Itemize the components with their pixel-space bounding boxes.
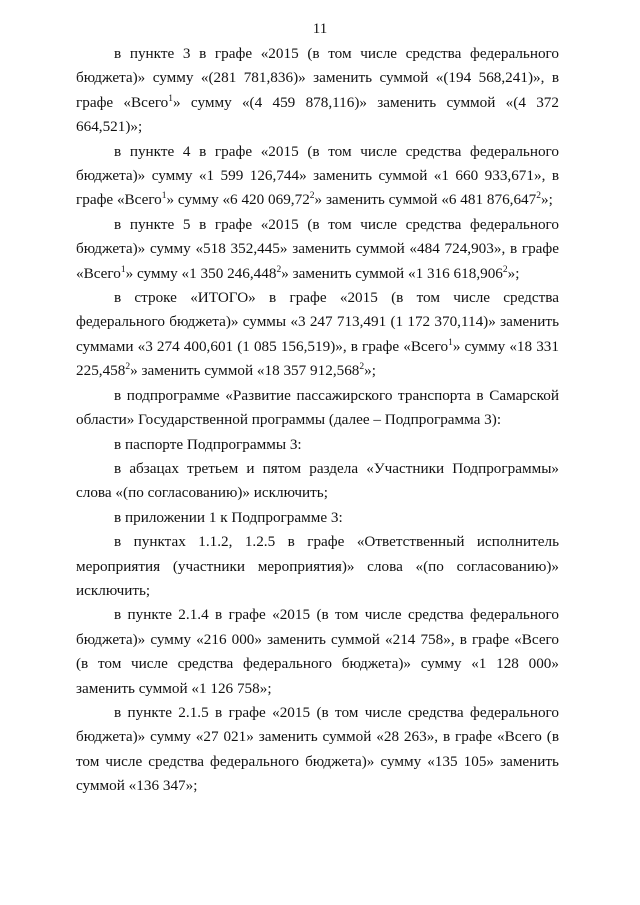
paragraph <box>76 213 559 286</box>
paragraph <box>76 433 559 457</box>
paragraph <box>76 42 559 140</box>
footnote-marker: 1 <box>448 337 453 348</box>
paragraph <box>76 457 559 506</box>
paragraph <box>76 701 559 799</box>
paragraph-text: » заменить суммой «1 316 618,906 <box>281 264 503 282</box>
paragraph-text: в паспорте Подпрограммы 3: <box>114 435 302 453</box>
footnote-marker: 1 <box>161 191 167 202</box>
paragraph-text: »; <box>507 264 520 282</box>
paragraph-text: в пункте 2.1.4 в графе «2015 (в том числе средства федерального бюджета)» сумму «216 000» заменить суммой «214 758», в графе «Всего (в том числе средства федерального бюджета)» сумму «1 128 000» заменить суммой «1 126 758»; <box>76 606 559 697</box>
footnote-marker: 1 <box>120 264 126 275</box>
document-body <box>76 42 559 799</box>
paragraph-text: в приложении 1 к Подпрограмме 3: <box>114 508 343 526</box>
paragraph-text: » сумму «(4 459 878,116)» заменить суммой «(4 372 664,521)»; <box>76 93 559 136</box>
paragraph-text: в подпрограмме «Развитие пассажирского транспорта в Самарской области» Государственной программы (далее – Подпрограмма 3): <box>76 386 559 429</box>
paragraph-text: в пункте 5 в графе «2015 (в том числе средства федерального бюджета)» сумму «518 352,445» заменить суммой «484 724,903», в графе «Всего <box>76 215 559 282</box>
footnote-marker: 1 <box>168 93 174 104</box>
paragraph-text: » заменить суммой «6 481 876,647 <box>314 191 537 209</box>
paragraph-text: в пунктах 1.1.2, 1.2.5 в графе «Ответственный исполнитель мероприятия (участники мероприятия)» слова «(по согласованию)» исключить; <box>76 533 559 599</box>
paragraph-text: в абзацах третьем и пятом раздела «Участники Подпрограммы» слова «(по согласованию)» исключить; <box>76 459 559 502</box>
paragraph <box>76 384 559 433</box>
paragraph-text: в пункте 2.1.5 в графе «2015 (в том числе средства федерального бюджета)» сумму «27 021» заменить суммой «28 263», в графе «Всего (в том числе средства федерального бюджета)» сумму «135 105» заменить суммой «136 347»; <box>76 703 559 795</box>
footnote-marker: 2 <box>359 362 365 373</box>
page-number: 11 <box>312 21 328 37</box>
paragraph <box>76 286 559 384</box>
paragraph <box>76 603 559 701</box>
paragraph-text: » сумму «6 420 069,72 <box>166 191 310 209</box>
paragraph-text: » заменить суммой «18 357 912,568 <box>130 362 360 380</box>
paragraph <box>76 506 559 530</box>
paragraph <box>76 530 559 603</box>
footnote-marker: 2 <box>502 264 508 275</box>
paragraph-text: » сумму «18 331 225,458 <box>76 337 559 380</box>
paragraph-text: » сумму «1 350 246,448 <box>125 264 277 282</box>
paragraph-text: в пункте 3 в графе «2015 (в том числе средства федерального бюджета)» сумму «(281 781,836)» заменить суммой «(194 568,241)», в графе «Всего <box>76 45 559 111</box>
paragraph <box>76 140 559 213</box>
paragraph-text: »; <box>364 362 376 380</box>
paragraph-text: в строке «ИТОГО» в графе «2015 (в том числе средства федерального бюджета)» суммы «3 247 713,491 (1 172 370,114)» заменить суммами «3 274 400,601 (1 085 156,519)», в графе «Всего <box>76 289 559 355</box>
footnote-marker: 2 <box>309 191 315 202</box>
paragraph-text: »; <box>541 191 553 209</box>
paragraph-text: в пункте 4 в графе «2015 (в том числе средства федерального бюджета)» сумму «1 599 126,744» заменить суммой «1 660 933,671», в графе «Всего <box>76 142 559 209</box>
footnote-marker: 2 <box>276 264 282 275</box>
footnote-marker: 2 <box>536 191 541 202</box>
footnote-marker: 2 <box>125 362 131 373</box>
